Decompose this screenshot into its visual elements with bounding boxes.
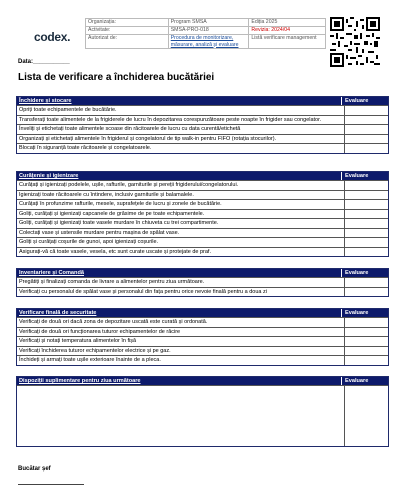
evaluation-cell[interactable] xyxy=(344,248,388,257)
evaluation-cell[interactable] xyxy=(344,278,388,287)
evaluation-cell[interactable] xyxy=(344,200,388,209)
revision: Revizia: 2024/04 xyxy=(249,27,326,35)
checklist-row xyxy=(17,228,388,238)
row-text: Verificați de două ori dacă zona de depozitare uscată este curată și ordonată. xyxy=(19,319,208,325)
checklist-row xyxy=(17,237,388,247)
checklist-row xyxy=(17,134,388,144)
activity-label: Activitate: xyxy=(86,27,169,35)
row-text: Goliți, curățați și igienizați toate vasele murdare în chiuveta cu trei compartimente. xyxy=(19,220,219,226)
page-title: Lista de verificare a închiderea bucătăriei xyxy=(18,72,215,83)
row-text: Asigurați-vă că toate vasele, vesela, etc sunt curate uscate și protejate de praf. xyxy=(19,248,211,255)
edition: Ediția 2025 xyxy=(249,19,326,27)
row-text: Goliți și curățați coșurile de gunoi, apoi igienizați coșurile. xyxy=(19,239,159,245)
row-text: Înveliți și etichetați toate alimentele scoase din răcitoarele de lucru cu data curentă/etichetă xyxy=(19,126,241,132)
evaluation-cell[interactable] xyxy=(344,181,388,190)
section-header xyxy=(17,377,388,385)
row-text: Opriți toate echipamentele de bucătărie. xyxy=(19,107,117,113)
evaluation-cell[interactable] xyxy=(344,229,388,238)
row-text: Verificați de două ori funcționarea tuturor echipamentelor de răcire xyxy=(19,328,181,335)
section-title: Închidere și stocare xyxy=(19,98,72,104)
section-title: Inventariere și Comandă xyxy=(19,270,84,276)
checklist-row xyxy=(17,218,388,228)
evaluation-cell[interactable] xyxy=(344,125,388,134)
evaluation-cell[interactable] xyxy=(344,347,388,356)
row-text: Organizați și etichetați alimentele în frigiderul și congelatorul de tip walk-in pentru FIFO (rotația stocurilor). xyxy=(19,135,277,142)
checklist-row xyxy=(17,190,388,200)
evaluation-cell[interactable] xyxy=(344,318,388,327)
checklist-row xyxy=(17,317,388,327)
row-text: Curățați în profunzime rafturile, mesele, suprafețele de lucru și zonele de bucătărie. xyxy=(19,201,222,207)
section-header xyxy=(17,309,388,317)
evaluation-cell[interactable] xyxy=(344,191,388,200)
checklist-row xyxy=(17,143,388,153)
section-header xyxy=(17,97,388,105)
section-final-security xyxy=(16,308,389,366)
evaluation-header: Evaluare xyxy=(341,172,388,180)
section-title: Verificare finală de securitate xyxy=(19,310,97,316)
checklist-row xyxy=(17,124,388,134)
row-text: Goliți, curățați și igienizați capcanele de grăsime de pe toate echipamentele. xyxy=(19,210,205,217)
row-text: Curățați și igienizați podelele, ușile, rafturile, garniturile și pereții frigiderului/congelatorului. xyxy=(19,182,239,188)
evaluation-cell[interactable] xyxy=(344,210,388,219)
evaluation-header: Evaluare xyxy=(341,309,388,317)
section-header xyxy=(17,269,388,277)
row-text: Verificați închiderea tuturor echipamentelor electrice și pe gaz. xyxy=(19,347,171,354)
checklist-row xyxy=(17,105,388,115)
evaluation-header: Evaluare xyxy=(341,97,388,105)
row-text: Colectați vase și ustensile murdare pentru mașina de spălat vase. xyxy=(19,229,180,236)
evaluation-cell[interactable] xyxy=(344,356,388,365)
section-title: Dispoziții suplimentare pentru ziua următoare xyxy=(19,378,141,384)
section-title: Curățenie și igienizare xyxy=(19,173,79,179)
org-value: Program SMSA xyxy=(168,19,249,27)
checklist-row xyxy=(17,287,388,297)
evaluation-header: Evaluare xyxy=(341,377,388,385)
checklist-row xyxy=(17,277,388,287)
document-header-table xyxy=(85,18,326,49)
evaluation-cell[interactable] xyxy=(344,288,388,297)
section-cleaning xyxy=(16,171,389,257)
checklist-row xyxy=(17,199,388,209)
evaluation-cell[interactable] xyxy=(344,238,388,247)
qr-code-icon xyxy=(330,17,380,67)
evaluation-cell[interactable] xyxy=(344,135,388,144)
date-field-label: Data:___________ xyxy=(18,59,70,65)
head-chef-label: Bucătar șef xyxy=(18,466,51,472)
evaluation-cell[interactable] xyxy=(344,328,388,337)
checklist-row xyxy=(17,336,388,346)
procedure-link[interactable]: Procedura de monitorizare, măsurare, analiză și evaluare xyxy=(168,35,249,49)
checklist-row xyxy=(17,180,388,190)
row-text: Blocați în siguranță toate răcitoarele și congelatoarele. xyxy=(19,145,152,151)
section-next-day-notes xyxy=(16,376,389,447)
activity-value: SMSA-PRO-018 xyxy=(168,27,249,35)
row-text: Închideți și armați toate ușile exterioare înainte de a pleca. xyxy=(19,357,161,363)
authorized-label: Autorizat de: xyxy=(86,35,169,49)
checklist-row xyxy=(17,247,388,257)
evaluation-cell[interactable] xyxy=(344,116,388,125)
row-text: Transferați toate alimentele de la frigiderele de lucru în depozitarea corespunzătoare peste noapte în frigider sau congelator. xyxy=(19,116,322,123)
checklist-row xyxy=(17,115,388,125)
checklist-row xyxy=(17,327,388,337)
company-logo: codex. xyxy=(34,30,71,44)
checklist-row xyxy=(17,209,388,219)
checklist-row xyxy=(17,346,388,356)
evaluation-cell[interactable] xyxy=(344,219,388,228)
evaluation-cell[interactable] xyxy=(344,337,388,346)
row-text: Verificați cu personalul de spălat vase și personalul din fața pentru orice nevoie finală pentru a doua zi xyxy=(19,288,267,295)
section-inventory xyxy=(16,268,389,297)
evaluation-header: Evaluare xyxy=(341,269,388,277)
row-text: Igienizați toate răcitoarele cu întindere, inclusiv garniturile și balamalele. xyxy=(19,191,194,198)
org-label: Organizația: xyxy=(86,19,169,27)
section-closing-storage xyxy=(16,96,389,154)
row-text: Pregătiți și finalizați comanda de livrare a alimentelor pentru ziua următoare. xyxy=(19,279,205,285)
evaluation-cell[interactable] xyxy=(344,106,388,115)
notes-area[interactable] xyxy=(17,385,388,446)
signature-line[interactable] xyxy=(18,484,84,485)
evaluation-cell[interactable] xyxy=(344,144,388,153)
section-header xyxy=(17,172,388,180)
checklist-row xyxy=(17,355,388,365)
doc-type: Listă verificare management xyxy=(249,35,326,49)
row-text: Verificați și notați temperatura alimentelor în fișă xyxy=(19,338,137,344)
